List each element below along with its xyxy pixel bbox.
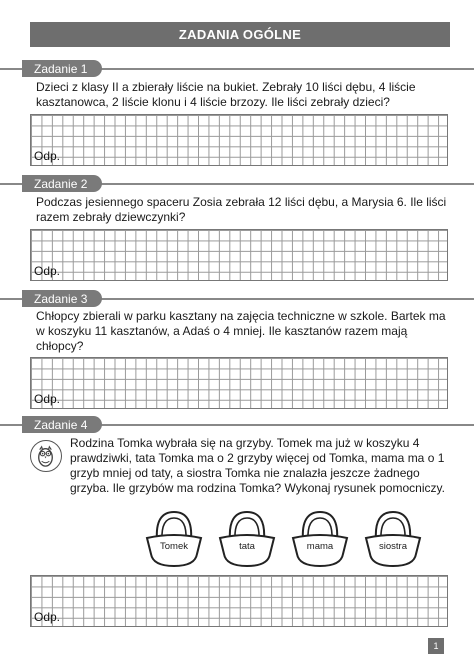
basket-label-mama: mama: [306, 541, 334, 552]
task-1-answer-grid[interactable]: [30, 114, 448, 166]
task-2-text: Podczas jesiennego spaceru Zosia zebrała 12 liści dębu, a Marysia 6. Ile liści razem zebrały dziewczynki?: [36, 195, 447, 224]
task-4-label: Zadanie 4: [22, 416, 102, 433]
task-4-text: Rodzina Tomka wybrała się na grzyby. Tomek ma już w koszyku 4 prawdziwki, tata Tomka ma o 2 grzyby więcej od Tomka, mama ma o 1 grzyb mniej od taty, a siostra Tomka nie znalazła jeszcze żadnego grzyba. Ile grzybów ma rodzina Tomka? Wykonaj rysunek pomocniczy.: [70, 436, 445, 495]
basket-tomek: [143, 508, 205, 570]
basket-label-tomek: Tomek: [160, 541, 188, 552]
basket-mama: [289, 508, 351, 570]
task-2-answer-grid[interactable]: [30, 229, 448, 281]
task-2-label: Zadanie 2: [22, 175, 102, 192]
basket-siostra: [362, 508, 424, 570]
task-1-label: Zadanie 1: [22, 60, 102, 77]
task-2-answer-label: Odp.: [34, 264, 61, 278]
page-number: 1: [428, 638, 444, 654]
task-2-header: [0, 175, 474, 192]
owl-icon: [30, 440, 62, 472]
task-3-header: [0, 290, 474, 307]
task-3-label: Zadanie 3: [22, 290, 102, 307]
task-3-text: Chłopcy zbierali w parku kasztany na zajęcia techniczne w szkole. Bartek ma w koszyku 11 kasztanów, a Adaś o 4 mniej. Ile kasztanów razem mają chłopcy?: [36, 309, 446, 353]
task-4-header: [0, 416, 474, 433]
task-1-text: Dzieci z klasy II a zbierały liście na bukiet. Zebrały 10 liści dębu, 4 liście kasztanowca, 2 liście klonu i 4 liście brzozy. Ile liści zebrały dzieci?: [36, 80, 416, 109]
task-3-answer-grid[interactable]: [30, 357, 448, 409]
basket-label-siostra: siostra: [379, 541, 407, 552]
task-4-answer-grid[interactable]: [30, 575, 448, 627]
task-1-header: [0, 60, 474, 77]
basket-label-tata: tata: [239, 541, 255, 552]
page-title: ZADANIA OGÓLNE: [30, 22, 450, 47]
basket-tata: [216, 508, 278, 570]
task-1-answer-label: Odp.: [34, 149, 61, 163]
task-4-answer-label: Odp.: [34, 610, 61, 624]
task-3-answer-label: Odp.: [34, 392, 61, 406]
